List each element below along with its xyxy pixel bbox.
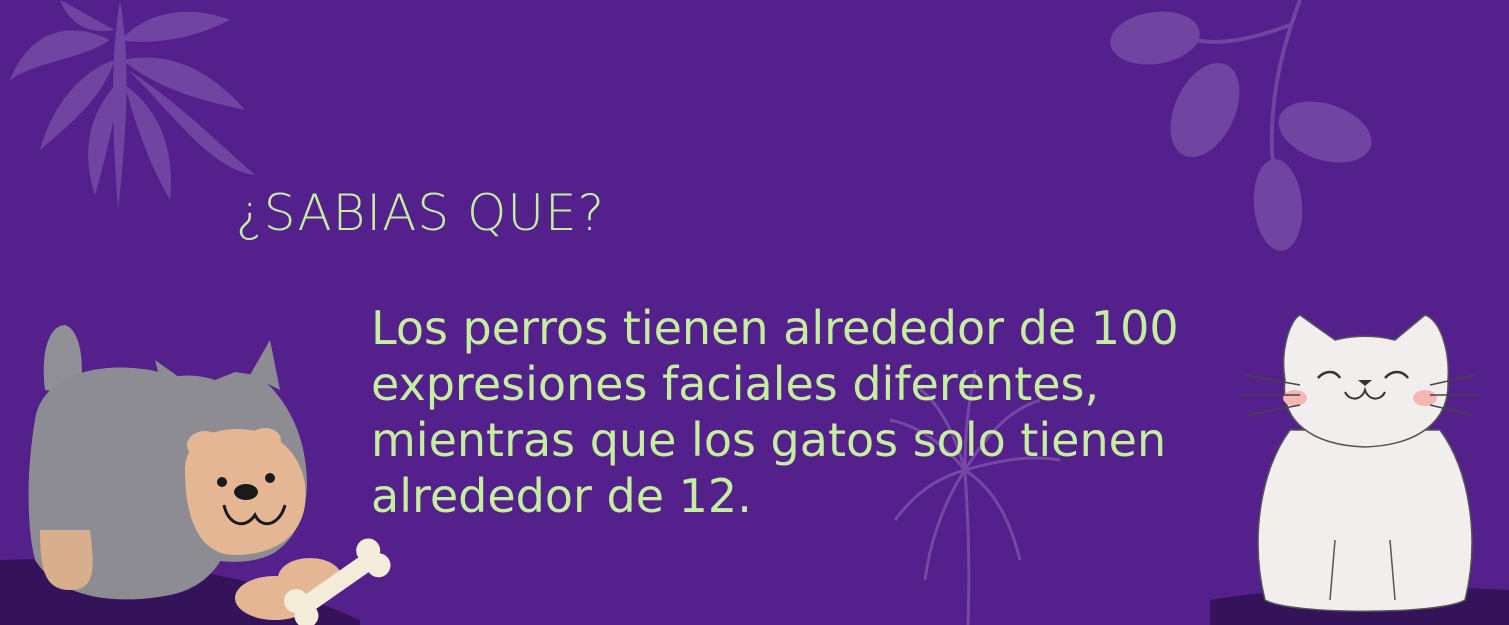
fact-line: expresiones faciales diferentes, [371,357,1100,411]
fact-line: alrededor de 12. [371,469,752,523]
fact-line: mientras que los gatos solo tienen [371,413,1167,467]
page-title: ¿SABIAS QUE? [236,184,606,242]
fact-line: Los perros tienen alrededor de 100 [371,301,1179,355]
fact-text [371,300,1251,524]
